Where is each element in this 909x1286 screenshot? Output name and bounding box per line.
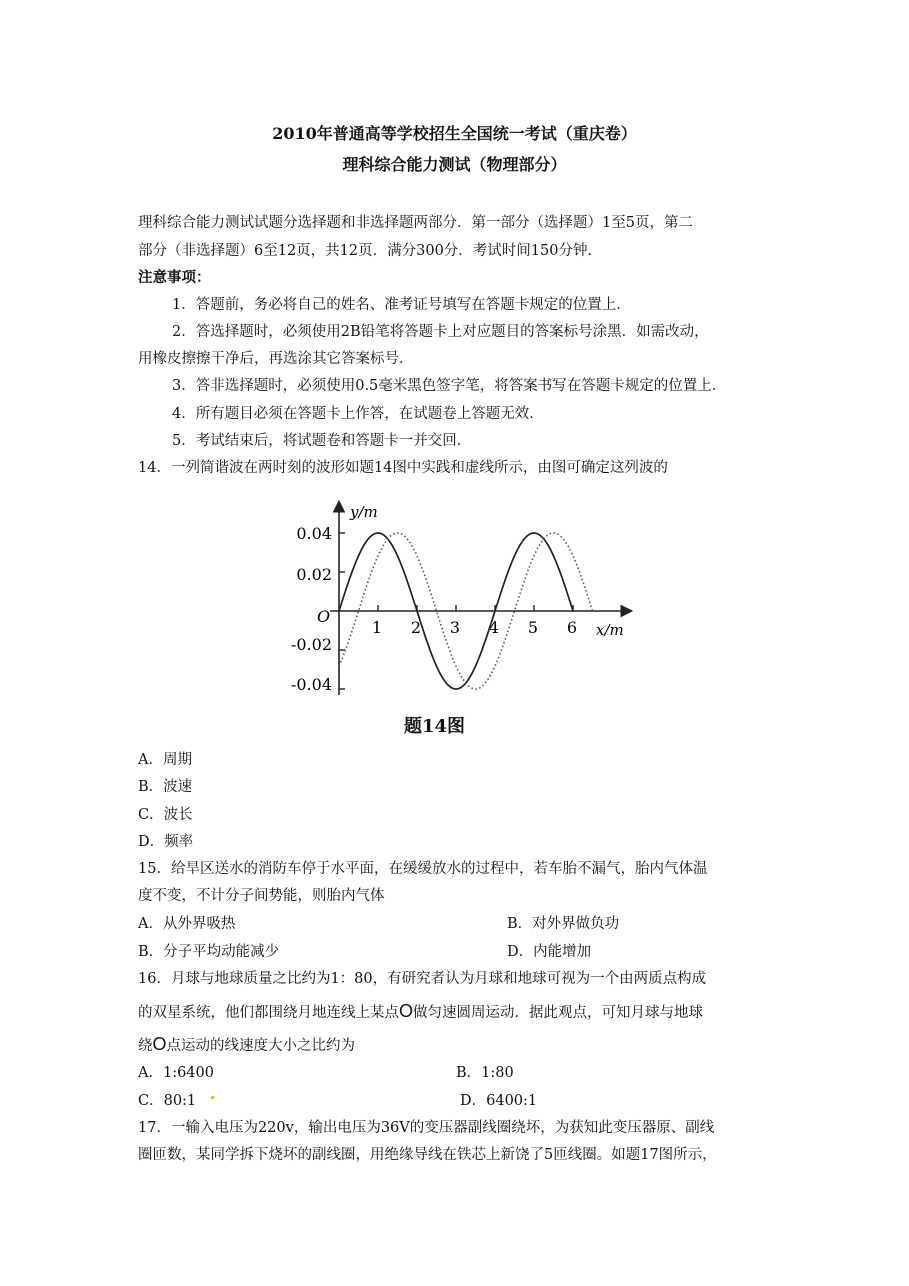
q14-option-c: C．波长 (138, 807, 193, 823)
q15-option-b: B．对外界做负功 (507, 916, 620, 932)
q16-option-d: D．6400:1 (460, 1093, 538, 1109)
y-tick-label: -0.02 (290, 635, 332, 654)
exam-subtitle: 理科综合能力测试（物理部分） (342, 155, 567, 174)
origin-label: O (317, 607, 331, 626)
q16-option-b: B．1:80 (456, 1065, 514, 1081)
notes-heading: 注意事项： (138, 269, 211, 286)
q14-stem: 14．一列简谐波在两时刻的波形如题14图中实践和虚线所示，由图可确定这列波的 (138, 460, 668, 476)
q17-stem-1: 17．一输入电压为220v，输出电压为36V的变压器副线圈绕坏，为获知此变压器原、副线 (138, 1120, 715, 1136)
q15-option-a: A．从外界吸热 (138, 916, 236, 932)
note-4: 4．所有题目必须在答题卡上作答，在试题卷上答题无效． (172, 406, 544, 422)
figure-caption: 题14图 (404, 716, 466, 737)
q16-stem-1: 16．月球与地球质量之比约为1：80，有研究者认为月球和地球可视为一个由两质点构成 (138, 971, 707, 987)
x-tick-label: 5 (527, 618, 539, 637)
y-tick-label: -0.04 (290, 675, 332, 694)
point-o-symbol: O (152, 1034, 167, 1054)
q17-stem-2: 圈匝数，某同学拆下烧坏的副线圈，用绝缘导线在铁芯上新饶了5匝线圈。如题17图所示， (138, 1147, 717, 1163)
q16-option-a: A．1:6400 (138, 1065, 214, 1081)
q14-option-a: A．周期 (138, 752, 192, 768)
note-3: 3．答非选择题时，必须使用0.5毫米黑色签字笔，将答案书写在答题卡规定的位置上． (172, 378, 727, 394)
exam-title: 2010年普通高等学校招生全国统一考试（重庆卷） (272, 124, 637, 143)
x-tick-label: 1 (371, 618, 383, 637)
q14-option-b: B．波速 (138, 779, 193, 795)
intro-line-1: 理科综合能力测试试题分选择题和非选择题两部分．第一部分（选择题）1至5页，第二 (138, 215, 693, 231)
x-tick-label: 6 (566, 618, 578, 637)
x-tick-label: 2 (410, 618, 422, 637)
stray-mark (211, 1096, 214, 1099)
y-tick-label: 0.02 (296, 565, 332, 584)
q15-stem-2: 度不变，不计分子间势能，则胎内气体 (138, 888, 385, 904)
y-tick-label: 0.04 (296, 524, 332, 543)
q15-stem-1: 15．给旱区送水的消防车停于水平面，在缓缓放水的过程中，若车胎不漏气，胎内气体温 (138, 861, 708, 877)
note-5: 5．考试结束后，将试题卷和答题卡一并交回． (172, 433, 472, 449)
note-1: 1．答题前，务必将自己的姓名、准考证号填写在答题卡规定的位置上． (172, 297, 631, 313)
intro-line-2: 部分（非选择题）6至12页，共12页．满分300分．考试时间150分钟． (138, 243, 602, 259)
q16-stem-3: 绕O点运动的线速度大小之比约为 (138, 1034, 356, 1054)
q14-option-d: D．频率 (138, 834, 194, 850)
note-2: 2．答选择题时，必须使用2B铅笔将答题卡上对应题目的答案标号涂黑．如需改动， (172, 324, 709, 340)
point-o-symbol: O (399, 1001, 414, 1021)
x-axis-label: x/m (596, 621, 624, 639)
q15-option-d: D．内能增加 (507, 944, 592, 960)
y-axis-label: y/m (350, 503, 378, 521)
note-2-cont: 用橡皮擦擦干净后，再选涂其它答案标号． (138, 351, 414, 367)
q16-option-c: C．80:1 (138, 1093, 197, 1109)
q16-stem-2: 的双星系统，他们都围绕月地连线上某点O做匀速圆周运动．据此观点，可知月球与地球 (138, 1001, 704, 1021)
x-tick-label: 4 (488, 618, 500, 637)
wave-figure (280, 495, 650, 740)
x-tick-label: 3 (449, 618, 461, 637)
q15-option-c: B．分子平均动能减少 (138, 944, 280, 960)
